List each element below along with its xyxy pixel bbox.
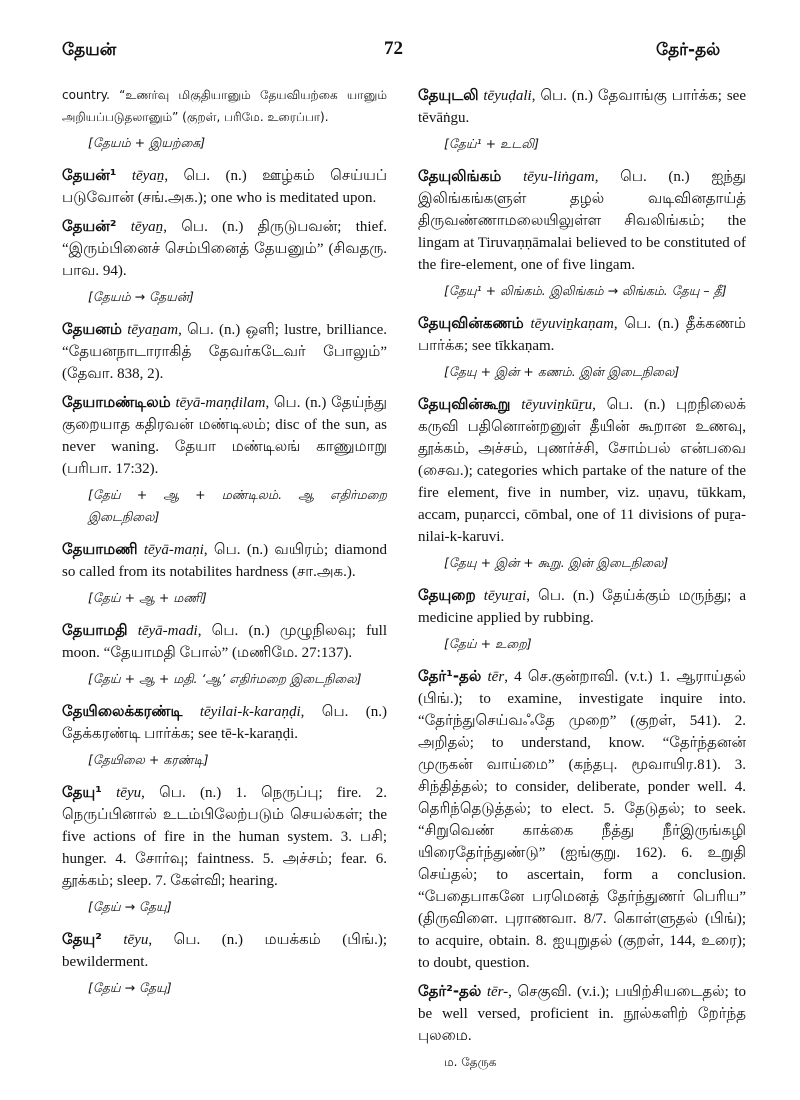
headword: தேயுவின்கணம் bbox=[418, 314, 524, 332]
transliteration: tēyu bbox=[123, 932, 149, 948]
dictionary-entry bbox=[418, 584, 746, 655]
definition: , பெ. (n.) திருடுபவன்; thief. “இரும்பினைச் செம்பினைத் தேயனும்” (சிவதரு. பாவ. 94). bbox=[62, 219, 387, 279]
etymology: [தேய் → தேயு] bbox=[88, 899, 172, 914]
transliteration: tēyā-maṇi bbox=[143, 542, 204, 558]
header-right-word: தேர்-தல் bbox=[656, 40, 721, 60]
transliteration: tēyuṟai bbox=[483, 588, 527, 604]
etymology: [தேயு + இன் + கூறு. இன் இடைநிலை] bbox=[444, 555, 669, 570]
definition: , பெ. (n.) ஊழ்கம் செய்யப் படுவோன் (சங்.அக.); one who is meditated upon. bbox=[62, 168, 388, 206]
header-left-word: தேயன் bbox=[62, 40, 117, 60]
dictionary-entry bbox=[62, 538, 387, 609]
definition: , பெ. (n.) ஐந்து இலிங்கங்களுள் தழல் வடிவினதாய்த் திருவண்ணாமலையிலுள்ள சிவலிங்கம்; the lingam at Tiruvaṇṇāmalai believed to be constituted of the fire-element, one of five lingam. bbox=[418, 169, 747, 273]
headword: தேயுலிங்கம் bbox=[418, 167, 502, 185]
transliteration: tēyā-madi bbox=[137, 623, 198, 639]
etymology: [தேய் + ஆ + மதி. ‘ஆ’ எதிர்மறை இடைநிலை] bbox=[88, 671, 362, 686]
definition: , பெ. (n.) தேக்கரண்டி பார்க்க; see tē-k-karaṇḍi. bbox=[62, 704, 388, 742]
dictionary-entry bbox=[62, 619, 387, 690]
transliteration: tēyaṉ bbox=[131, 168, 165, 184]
etymology: [தேயிலை + கரண்டி] bbox=[88, 752, 209, 767]
transliteration: tēyu bbox=[116, 785, 142, 801]
transliteration: tēyuḍali bbox=[483, 88, 532, 104]
transliteration: tēyilai-k-karaṇḍi bbox=[199, 704, 301, 720]
etymology: [தேயம் + இயற்கை] bbox=[88, 135, 206, 150]
headword: தேயன்¹ bbox=[62, 166, 117, 184]
transliteration: tēyaṉam bbox=[127, 322, 179, 338]
page-header bbox=[0, 40, 800, 70]
dictionary-entry bbox=[418, 84, 746, 155]
dictionary-entry bbox=[418, 165, 746, 302]
definition: , 4 செ.குன்றாவி. (v.t.) 1. ஆராய்தல் (பிங்.); to examine, investigate inquire into. “தேர்ந்துசெய்வஃதே முறை” (குறள், 541). 2. அறிதல்; to understand, know. “தேர்ந்தனன் முருகன் வாய்மை” (கந்தபு. மூவாயிர.81). 3. சிந்தித்தல்; to consider, deliberate, ponder well. 4. தெரிந்தெடுத்தல்; to elect. 5. தேடுதல்; to seek. “சிறுவெண் காக்கை நீத்து நீர்இருங்கழி யிரைதேர்ந்துண்டு” (ஐங்குறு. 162). 6. உறுதி செய்தல்; to ascertain, form a conclusion. “பேதைபாகனே பரமெனத் தேர்ந்துணர் பெரிய” (திருவிளை. புராணவா. 8/7. கொள்ளுதல் (பிங்); to acquire, obtain. 8. ஐயுறுதல் (குறள், 144, உரை); to doubt, question. bbox=[418, 669, 747, 971]
headword: தேயாமதி bbox=[62, 621, 128, 639]
dictionary-entry bbox=[62, 781, 387, 918]
transliteration: tēyuviṉkaṇam bbox=[530, 316, 614, 332]
transliteration: tēr bbox=[487, 669, 505, 685]
headword: தேயாமணி bbox=[62, 540, 138, 558]
dictionary-entry bbox=[62, 318, 387, 385]
definition: , பெ. (n.) முழுநிலவு; full moon. “தேயாமதி போல்” (மணிமே. 27:137). bbox=[62, 623, 388, 661]
definition: , பெ. (n.) 1. நெருப்பு; fire. 2. நெருப்பினால் உடம்பிலேற்படும் செயல்கள்; the five actions of fire in the human system. 3. பசி; hunger. 4. சோர்வு; faintness. 5. அச்சம்; fear. 6. தூக்கம்; sleep. 7. கேள்வி; hearing. bbox=[62, 785, 387, 889]
headword: தேயனம் bbox=[62, 320, 122, 338]
transliteration: tēyā-maṇḍilam bbox=[175, 395, 266, 411]
right-column bbox=[418, 84, 746, 1079]
headword: தேயிலைக்கரண்டி bbox=[62, 702, 183, 720]
definition: , பெ. (n.) தேவாங்கு பார்க்க; see tēvāṅgu. bbox=[418, 88, 746, 126]
etymology: [தேய் + ஆ + மண்டிலம். ஆ எதிர்மறை இடைநிலை] bbox=[88, 487, 387, 524]
transliteration: tēyaṉ bbox=[130, 219, 164, 235]
definition: , பெ. (n.) ஒளி; lustre, brilliance. “தேயனநாடாராகித் தேவர்கடேவர் போலும்” (தேவா. 838, 2). bbox=[62, 322, 388, 382]
etymology: [தேய் + ஆ + மணி] bbox=[88, 590, 207, 605]
headword: தேயுவின்கூறு bbox=[418, 395, 511, 413]
definition: , பெ. (n.) தேய்ந்து குறையாத கதிரவன் மண்டிலம்; disc of the sun, as never waning. தேயா மண்டிலங் காணுமாறு (பரிபா. 17:32). bbox=[62, 395, 388, 477]
transliteration: tēyu-liṅgam bbox=[523, 169, 595, 185]
definition: , பெ. (n.) தேய்க்கும் மருந்து; a medicine applied by rubbing. bbox=[418, 588, 746, 626]
dictionary-entry bbox=[62, 215, 387, 308]
headword: தேயாமண்டிலம் bbox=[62, 393, 171, 411]
etymology: [தேயு¹ + லிங்கம். இலிங்கம் → லிங்கம். தேயு – தீ] bbox=[444, 283, 727, 298]
dictionary-entry bbox=[62, 164, 387, 209]
cognate-note: ம. தேருக bbox=[444, 1055, 497, 1069]
transliteration: tēyuviṉkūṟu bbox=[521, 397, 593, 413]
definition: , பெ. (n.) புறநிலைக் கருவி பதினொன்றனுள் தீயின் கூறான உணவு, தூக்கம், அச்சம், புணர்ச்சி, சோம்பல் என்பவை (சைவ.); categories which partake of the nature of the fire element, five in number, viz. uṇavu, tūkkam, accam, puṇarcci, cōmbal, one of 11 divisions of puṟa-nilai-k-karuvi. bbox=[418, 397, 746, 545]
headword: தேயுடலி bbox=[418, 86, 479, 104]
definition: , செகுவி. (v.i.); பயிற்சியடைதல்; to be well versed, proficient in. நூல்களிற் றேர்ந்த புலமை. bbox=[418, 984, 746, 1044]
dictionary-entry bbox=[418, 665, 746, 974]
dictionary-entry-continuation: country. “உணர்வு மிகுதியானும் தேயவியற்கை யானும் அறியப்படுதலானும்” (குறள், பரிமே. உரைப்பா). [தேயம் + இயற்கை] bbox=[62, 84, 387, 154]
definition: , பெ. (n.) தீக்கணம் பார்க்க; see tīkkaṇam. bbox=[418, 316, 747, 354]
headword: தேயன்² bbox=[62, 217, 117, 235]
dictionary-entry bbox=[418, 393, 746, 574]
transliteration: tēr- bbox=[486, 984, 509, 1000]
dictionary-entry bbox=[62, 700, 387, 771]
etymology: [தேய் + உறை] bbox=[444, 636, 532, 651]
headword: தேயுறை bbox=[418, 586, 476, 604]
etymology: [தேய் → தேயு] bbox=[88, 980, 172, 995]
headword: தேர்²-தல் bbox=[418, 982, 482, 1000]
headword: தேர்¹-தல் bbox=[418, 667, 482, 685]
etymology: [தேயம் → தேயன்] bbox=[88, 289, 194, 304]
headword: தேயு² bbox=[62, 930, 102, 948]
page-number: 72 bbox=[384, 38, 403, 59]
dictionary-entry bbox=[62, 928, 387, 999]
dictionary-entry bbox=[418, 980, 746, 1073]
etymology: [தேயு + இன் + கணம். இன் இடைநிலை] bbox=[444, 364, 680, 379]
etymology: [தேய்¹ + உடலி] bbox=[444, 136, 539, 151]
left-column bbox=[62, 84, 387, 1009]
dictionary-entry bbox=[62, 391, 387, 528]
headword: தேயு¹ bbox=[62, 783, 102, 801]
definition: , பெ. (n.) மயக்கம் (பிங்.); bewilderment. bbox=[62, 932, 387, 970]
dictionary-entry bbox=[418, 312, 746, 383]
definition: , பெ. (n.) வயிரம்; diamond so called from its notabilites hardness (சா.அக.). bbox=[62, 542, 387, 580]
